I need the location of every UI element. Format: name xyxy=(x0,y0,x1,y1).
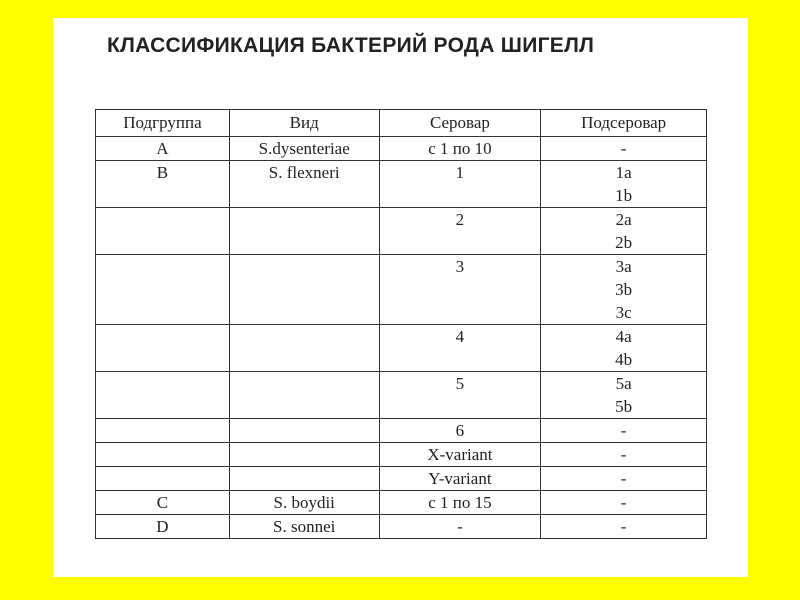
table-row xyxy=(96,443,707,467)
cell-species: S. boydii xyxy=(229,491,379,515)
cell-subgroup xyxy=(96,443,230,467)
cell-subgroup xyxy=(96,325,230,372)
table-row xyxy=(96,467,707,491)
cell-subgroup xyxy=(96,255,230,325)
subserovar-value: 1a xyxy=(615,163,632,182)
cell-species xyxy=(229,419,379,443)
cell-serovar: 1 xyxy=(379,161,541,208)
cell-species: S. flexneri xyxy=(229,161,379,208)
cell-serovar: X-variant xyxy=(379,443,541,467)
cell-serovar: Y-variant xyxy=(379,467,541,491)
subserovar-value: 2b xyxy=(615,233,633,252)
cell-species xyxy=(229,208,379,255)
cell-subgroup: C xyxy=(96,491,230,515)
cell-subserovar xyxy=(541,467,707,491)
subserovar-value: 4a xyxy=(615,327,632,346)
cell-species xyxy=(229,443,379,467)
table-row xyxy=(96,372,707,419)
subserovar-value: - xyxy=(620,421,627,440)
subserovar-value: 3a xyxy=(615,257,632,276)
cell-serovar: 6 xyxy=(379,419,541,443)
table-row xyxy=(96,137,707,161)
cell-subgroup: B xyxy=(96,161,230,208)
cell-subgroup xyxy=(96,372,230,419)
header-serovar: Серовар xyxy=(379,110,541,137)
cell-subserovar xyxy=(541,208,707,255)
cell-subgroup xyxy=(96,467,230,491)
cell-serovar: 4 xyxy=(379,325,541,372)
subserovar-value: - xyxy=(620,493,627,512)
cell-species xyxy=(229,372,379,419)
cell-subserovar xyxy=(541,325,707,372)
subserovar-value: - xyxy=(620,469,627,488)
subserovar-value: 4b xyxy=(615,350,633,369)
cell-subserovar xyxy=(541,491,707,515)
cell-subgroup xyxy=(96,419,230,443)
cell-species xyxy=(229,325,379,372)
page-title: КЛАССИФИКАЦИЯ БАКТЕРИЙ РОДА ШИГЕЛЛ xyxy=(107,34,595,57)
cell-species xyxy=(229,255,379,325)
cell-subserovar xyxy=(541,515,707,539)
cell-serovar: 2 xyxy=(379,208,541,255)
subserovar-value: 3c xyxy=(615,303,632,322)
subserovar-value: - xyxy=(620,445,627,464)
table-row xyxy=(96,255,707,325)
cell-subgroup: D xyxy=(96,515,230,539)
cell-subserovar xyxy=(541,255,707,325)
subserovar-value: 3b xyxy=(615,280,633,299)
table-row xyxy=(96,161,707,208)
subserovar-value: 2a xyxy=(615,210,632,229)
cell-serovar: - xyxy=(379,515,541,539)
cell-species xyxy=(229,467,379,491)
subserovar-value: - xyxy=(620,139,627,158)
cell-subserovar xyxy=(541,372,707,419)
cell-subserovar xyxy=(541,137,707,161)
cell-subgroup: A xyxy=(96,137,230,161)
subserovar-value: 5a xyxy=(615,374,632,393)
table-row xyxy=(96,419,707,443)
subserovar-value: 1b xyxy=(615,186,633,205)
cell-serovar: с 1 по 15 xyxy=(379,491,541,515)
cell-subserovar xyxy=(541,161,707,208)
document-page xyxy=(53,18,748,577)
table-row xyxy=(96,208,707,255)
subserovar-value: 5b xyxy=(615,397,633,416)
table-header-row xyxy=(96,110,707,137)
classification-table xyxy=(95,109,707,539)
cell-subserovar xyxy=(541,443,707,467)
table-row xyxy=(96,491,707,515)
header-subserovar: Подсеровар xyxy=(541,110,707,137)
cell-serovar: 5 xyxy=(379,372,541,419)
cell-subserovar xyxy=(541,419,707,443)
cell-species: S. sonnei xyxy=(229,515,379,539)
header-species: Вид xyxy=(229,110,379,137)
subserovar-value: - xyxy=(620,517,627,536)
table-row xyxy=(96,515,707,539)
table-row xyxy=(96,325,707,372)
cell-serovar: 3 xyxy=(379,255,541,325)
cell-subgroup xyxy=(96,208,230,255)
cell-species: S.dysenteriae xyxy=(229,137,379,161)
header-subgroup: Подгруппа xyxy=(96,110,230,137)
cell-serovar: с 1 по 10 xyxy=(379,137,541,161)
